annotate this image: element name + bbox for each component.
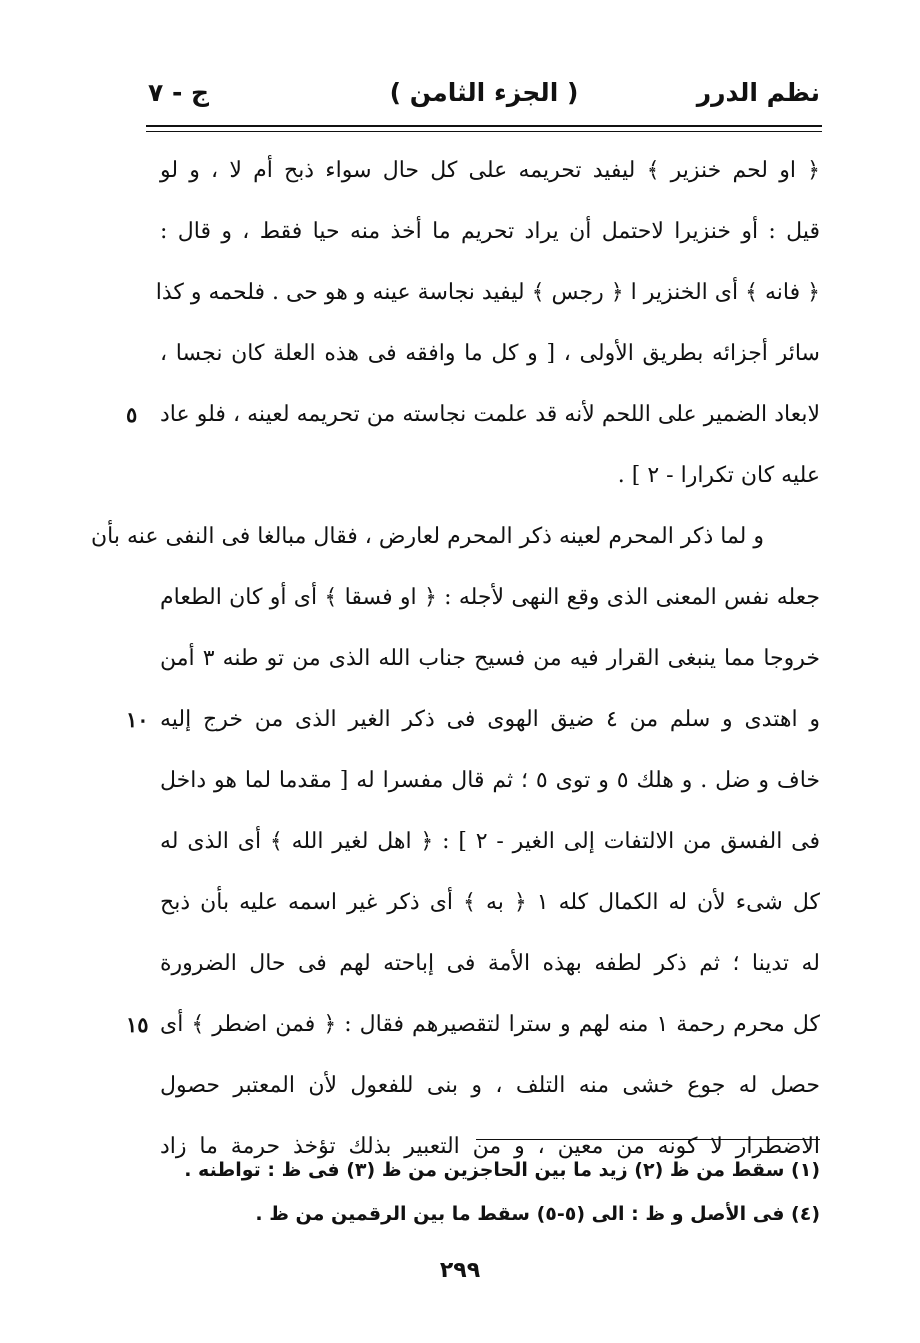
line-number: ١٥ bbox=[126, 1012, 149, 1037]
text-line bbox=[160, 140, 820, 201]
text-line bbox=[160, 323, 820, 384]
line-text: خروجا مما ينبغى القرار فيه من فسيح جناب الله الذى من تو طنه ٣ أمن bbox=[160, 646, 820, 671]
line-text: له تدينا ؛ ثم ذكر لطفه بهذه الأمة فى إباحته لهم فى حال الضرورة bbox=[160, 951, 820, 976]
running-header bbox=[148, 78, 820, 118]
line-text: كل محرم رحمة ١ منه لهم و سترا لتقصيرهم فقال : ﴿ فمن اضطر ﴾ أى bbox=[160, 1012, 820, 1037]
footnote-separator bbox=[476, 1139, 820, 1140]
text-line bbox=[126, 384, 820, 445]
line-text: و لما ذكر المحرم لعينه ذكر المحرم لعارض ، فقال مبالغا فى النفى عنه بأن bbox=[91, 524, 764, 549]
line-text: كل شىء لأن له الكمال كله ١ ﴿ به ﴾ أى ذكر غير اسمه عليه بأن ذبح bbox=[160, 890, 820, 915]
text-line bbox=[160, 201, 820, 262]
text-line bbox=[160, 1055, 820, 1116]
line-text: لابعاد الضمير على اللحم لأنه قد علمت نجاسته من تحريمه لعينه ، فلو عاد bbox=[160, 402, 820, 427]
footnotes bbox=[160, 1148, 820, 1236]
page-number: ٢٩٩ bbox=[439, 1258, 481, 1283]
text-line bbox=[160, 445, 820, 506]
line-text: و اهتدى و سلم من ٤ ضيق الهوى فى ذكر الغير الذى من خرج إليه bbox=[160, 707, 820, 732]
line-number: ١٠ bbox=[126, 707, 149, 732]
line-text: عليه كان تكرارا - ٢ ] . bbox=[617, 463, 820, 488]
part-title: ( الجزء الثامن ) bbox=[389, 78, 579, 107]
line-text: ﴿ فانه ﴾ أى الخنزير ا ﴿ رجس ﴾ ليفيد نجاسة عينه و هو حى . فلحمه و كذا bbox=[155, 280, 820, 305]
text-line bbox=[160, 872, 820, 933]
header-rule-thick bbox=[146, 125, 822, 127]
text-line bbox=[160, 933, 820, 994]
text-line bbox=[155, 262, 820, 323]
text-line bbox=[126, 689, 820, 750]
main-text bbox=[91, 140, 821, 1177]
line-text: سائر أجزائه بطريق الأولى ، [ و كل ما وافقه فى هذه العلة كان نجسا ، bbox=[160, 341, 820, 366]
text-line bbox=[126, 994, 820, 1055]
text-line bbox=[160, 750, 820, 811]
line-text: فى الفسق من الالتفات إلى الغير - ٢ ] : ﴿ اهل لغير الله ﴾ أى الذى له bbox=[160, 829, 821, 854]
footnote: (٤) فى الأصل و ظ : الى (٥-٥) سقط ما بين الرقمين من ظ . bbox=[255, 1203, 820, 1225]
volume-number: ج - ٧ bbox=[148, 78, 210, 107]
line-text: قيل : أو خنزيرا لاحتمل أن يراد تحريم ما أخذ منه حيا فقط ، و قال : bbox=[160, 219, 820, 244]
footnote: (١) سقط من ظ (٢) زيد ما بين الحاجزين من ظ (٣) فى ظ : تواطنه . bbox=[184, 1159, 820, 1181]
line-text: جعله نفس المعنى الذى وقع النهى لأجله : ﴿ او فسقا ﴾ أى أو كان الطعام bbox=[160, 585, 820, 610]
line-text: خاف و ضل . و هلك ٥ و توى ٥ ؛ ثم قال مفسرا له [ مقدما لما هو داخل bbox=[160, 768, 820, 793]
line-text: ﴿ او لحم خنزير ﴾ ليفيد تحريمه على كل حال سواء ذبح أم لا ، و لو bbox=[160, 158, 820, 183]
text-line bbox=[91, 506, 820, 567]
line-number: ٥ bbox=[126, 402, 138, 427]
text-line bbox=[160, 567, 820, 628]
text-line bbox=[160, 811, 820, 872]
line-text: حصل له جوع خشى منه التلف ، و بنى للفعول لأن المعتبر حصول bbox=[160, 1073, 820, 1098]
book-title: نظم الدرر bbox=[696, 78, 820, 107]
text-line bbox=[160, 628, 820, 689]
line-text: الاضطرار لا كونه من معين ، و من التعبير بذلك تؤخذ حرمة ما زاد bbox=[160, 1134, 820, 1159]
header-rule-thin bbox=[146, 131, 822, 132]
